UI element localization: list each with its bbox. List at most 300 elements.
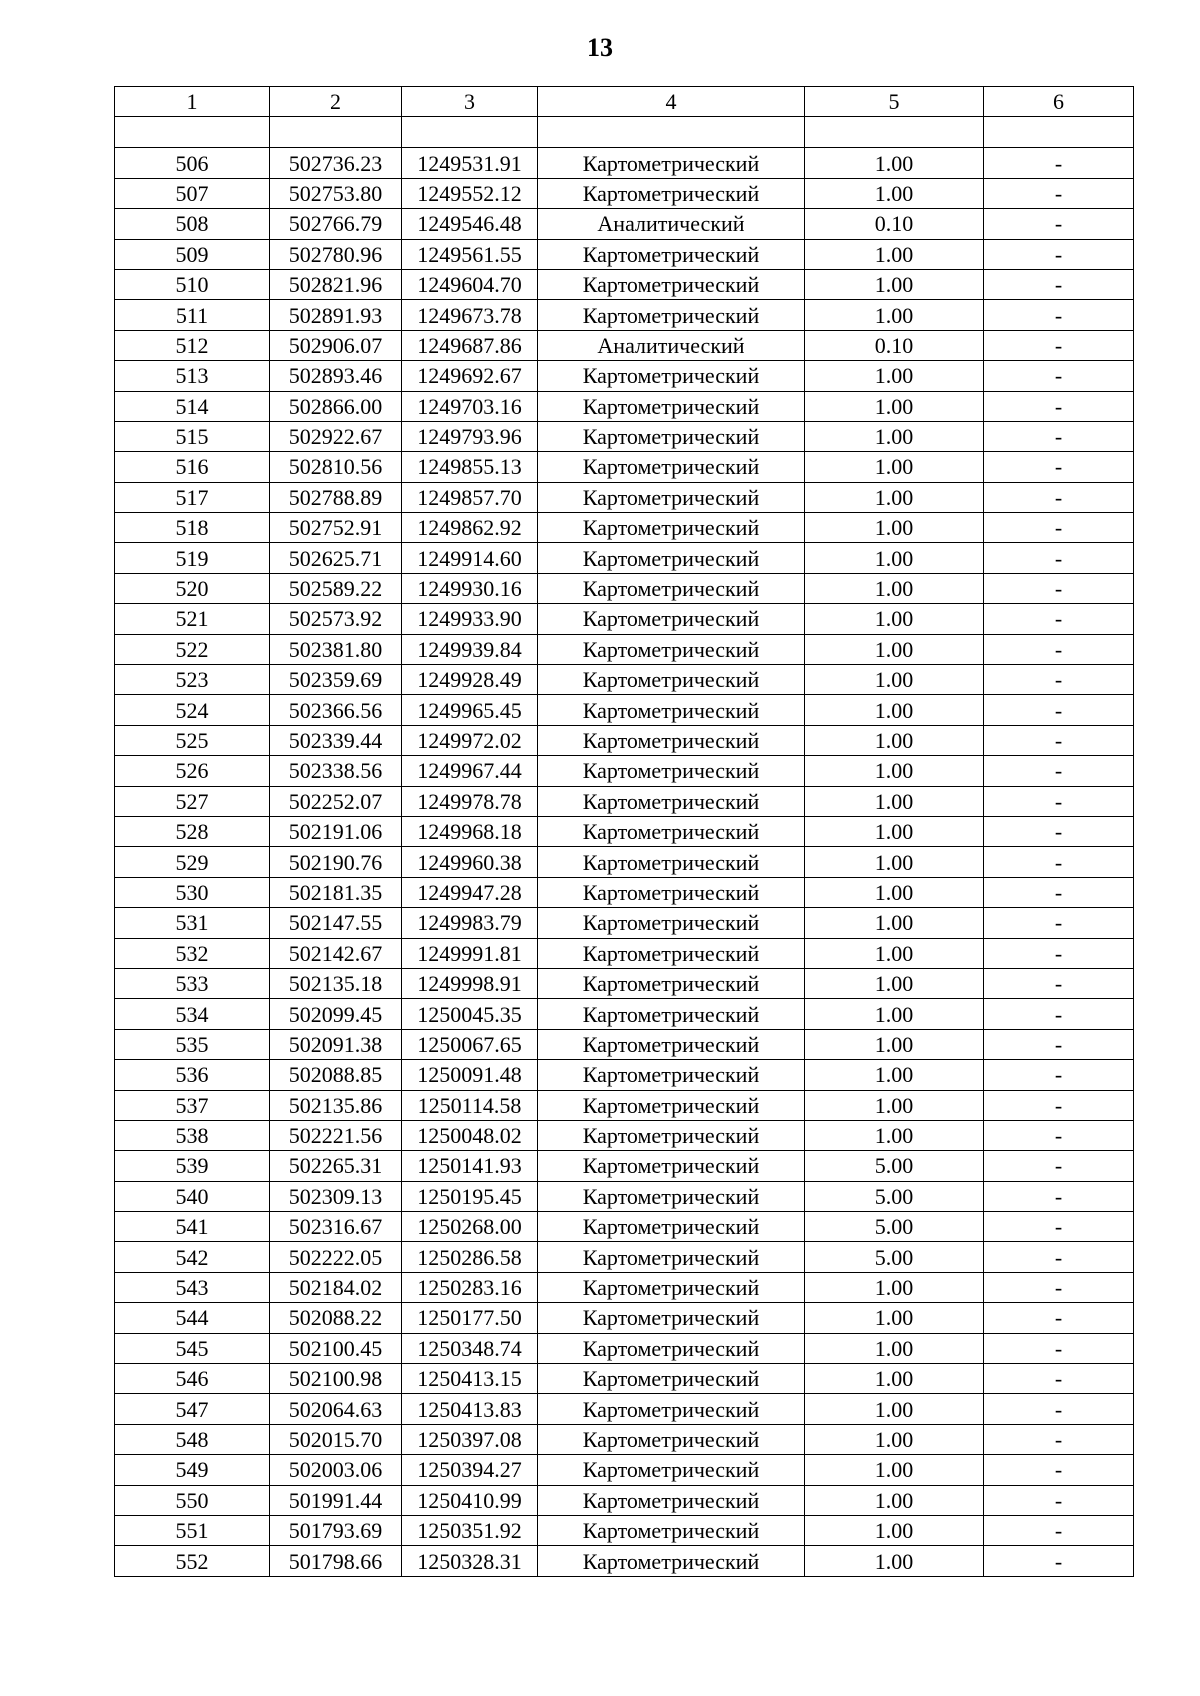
accuracy-cell: 1.00 xyxy=(805,634,984,664)
method-cell: Картометрический xyxy=(538,148,805,178)
y-coordinate-cell: 1249857.70 xyxy=(402,482,538,512)
table-row xyxy=(115,1303,1134,1333)
y-coordinate-cell: 1250283.16 xyxy=(402,1272,538,1302)
accuracy-cell: 1.00 xyxy=(805,1485,984,1515)
y-coordinate-cell: 1249960.38 xyxy=(402,847,538,877)
note-cell: - xyxy=(984,1060,1134,1090)
note-cell: - xyxy=(984,1242,1134,1272)
point-number-cell: 521 xyxy=(115,604,270,634)
y-coordinate-cell: 1249561.55 xyxy=(402,239,538,269)
table-row xyxy=(115,209,1134,239)
y-coordinate-cell: 1250091.48 xyxy=(402,1060,538,1090)
y-coordinate-cell: 1249928.49 xyxy=(402,665,538,695)
method-cell: Картометрический xyxy=(538,999,805,1029)
table-row xyxy=(115,1060,1134,1090)
table-row xyxy=(115,421,1134,451)
note-cell: - xyxy=(984,847,1134,877)
y-coordinate-cell: 1249546.48 xyxy=(402,209,538,239)
x-coordinate-cell: 502766.79 xyxy=(270,209,402,239)
accuracy-cell: 5.00 xyxy=(805,1242,984,1272)
accuracy-cell: 5.00 xyxy=(805,1151,984,1181)
x-coordinate-cell: 502338.56 xyxy=(270,756,402,786)
x-coordinate-cell: 502265.31 xyxy=(270,1151,402,1181)
method-cell: Картометрический xyxy=(538,452,805,482)
x-coordinate-cell: 502381.80 xyxy=(270,634,402,664)
table-row xyxy=(115,604,1134,634)
point-number-cell: 533 xyxy=(115,968,270,998)
table-row xyxy=(115,877,1134,907)
y-coordinate-cell: 1250195.45 xyxy=(402,1181,538,1211)
y-coordinate-cell: 1249968.18 xyxy=(402,816,538,846)
accuracy-cell: 1.00 xyxy=(805,847,984,877)
note-cell: - xyxy=(984,695,1134,725)
y-coordinate-cell: 1249965.45 xyxy=(402,695,538,725)
y-coordinate-cell: 1249703.16 xyxy=(402,391,538,421)
note-cell: - xyxy=(984,421,1134,451)
x-coordinate-cell: 502222.05 xyxy=(270,1242,402,1272)
method-cell: Картометрический xyxy=(538,1181,805,1211)
point-number-cell: 516 xyxy=(115,452,270,482)
method-cell: Картометрический xyxy=(538,1060,805,1090)
y-coordinate-cell: 1250177.50 xyxy=(402,1303,538,1333)
y-coordinate-cell: 1250141.93 xyxy=(402,1151,538,1181)
x-coordinate-cell: 502309.13 xyxy=(270,1181,402,1211)
page-number: 13 xyxy=(587,33,613,62)
method-cell: Картометрический xyxy=(538,847,805,877)
table-row xyxy=(115,1546,1134,1576)
y-coordinate-cell: 1249862.92 xyxy=(402,513,538,543)
x-coordinate-cell: 502821.96 xyxy=(270,269,402,299)
method-cell: Картометрический xyxy=(538,543,805,573)
point-number-cell: 537 xyxy=(115,1090,270,1120)
table-row xyxy=(115,1364,1134,1394)
x-coordinate-cell: 502091.38 xyxy=(270,1029,402,1059)
note-cell: - xyxy=(984,877,1134,907)
point-number-cell: 512 xyxy=(115,330,270,360)
x-coordinate-cell: 502003.06 xyxy=(270,1455,402,1485)
note-cell: - xyxy=(984,148,1134,178)
y-coordinate-cell: 1249604.70 xyxy=(402,269,538,299)
method-cell: Картометрический xyxy=(538,573,805,603)
accuracy-cell: 1.00 xyxy=(805,968,984,998)
x-coordinate-cell: 502088.85 xyxy=(270,1060,402,1090)
table-row xyxy=(115,391,1134,421)
blank-cell xyxy=(984,117,1134,148)
y-coordinate-cell: 1250268.00 xyxy=(402,1212,538,1242)
table-row xyxy=(115,847,1134,877)
method-cell: Картометрический xyxy=(538,756,805,786)
accuracy-cell: 1.00 xyxy=(805,1120,984,1150)
table-header xyxy=(115,87,1134,148)
method-cell: Картометрический xyxy=(538,1303,805,1333)
y-coordinate-cell: 1249914.60 xyxy=(402,543,538,573)
x-coordinate-cell: 502099.45 xyxy=(270,999,402,1029)
note-cell: - xyxy=(984,634,1134,664)
blank-cell xyxy=(538,117,805,148)
point-number-cell: 531 xyxy=(115,908,270,938)
note-cell: - xyxy=(984,786,1134,816)
note-cell: - xyxy=(984,361,1134,391)
point-number-cell: 549 xyxy=(115,1455,270,1485)
column-number-cell: 4 xyxy=(538,87,805,117)
y-coordinate-cell: 1250410.99 xyxy=(402,1485,538,1515)
accuracy-cell: 1.00 xyxy=(805,513,984,543)
table-row xyxy=(115,1090,1134,1120)
column-number-cell: 1 xyxy=(115,87,270,117)
x-coordinate-cell: 502866.00 xyxy=(270,391,402,421)
note-cell: - xyxy=(984,209,1134,239)
y-coordinate-cell: 1250114.58 xyxy=(402,1090,538,1120)
note-cell: - xyxy=(984,604,1134,634)
note-cell: - xyxy=(984,756,1134,786)
point-number-cell: 540 xyxy=(115,1181,270,1211)
note-cell: - xyxy=(984,513,1134,543)
y-coordinate-cell: 1250397.08 xyxy=(402,1424,538,1454)
accuracy-cell: 1.00 xyxy=(805,908,984,938)
point-number-cell: 518 xyxy=(115,513,270,543)
accuracy-cell: 1.00 xyxy=(805,1455,984,1485)
note-cell: - xyxy=(984,938,1134,968)
accuracy-cell: 1.00 xyxy=(805,877,984,907)
point-number-cell: 546 xyxy=(115,1364,270,1394)
method-cell: Картометрический xyxy=(538,695,805,725)
column-number-cell: 2 xyxy=(270,87,402,117)
method-cell: Картометрический xyxy=(538,725,805,755)
point-number-cell: 536 xyxy=(115,1060,270,1090)
accuracy-cell: 1.00 xyxy=(805,1515,984,1545)
table-row xyxy=(115,1181,1134,1211)
x-coordinate-cell: 501793.69 xyxy=(270,1515,402,1545)
table-row xyxy=(115,1515,1134,1545)
point-number-cell: 545 xyxy=(115,1333,270,1363)
point-number-cell: 534 xyxy=(115,999,270,1029)
accuracy-cell: 1.00 xyxy=(805,239,984,269)
note-cell: - xyxy=(984,665,1134,695)
note-cell: - xyxy=(984,543,1134,573)
point-number-cell: 541 xyxy=(115,1212,270,1242)
accuracy-cell: 1.00 xyxy=(805,1303,984,1333)
note-cell: - xyxy=(984,330,1134,360)
accuracy-cell: 1.00 xyxy=(805,1333,984,1363)
point-number-cell: 548 xyxy=(115,1424,270,1454)
note-cell: - xyxy=(984,1424,1134,1454)
x-coordinate-cell: 502221.56 xyxy=(270,1120,402,1150)
x-coordinate-cell: 502573.92 xyxy=(270,604,402,634)
method-cell: Картометрический xyxy=(538,938,805,968)
accuracy-cell: 1.00 xyxy=(805,482,984,512)
table-row xyxy=(115,1151,1134,1181)
table-row xyxy=(115,330,1134,360)
point-number-cell: 514 xyxy=(115,391,270,421)
method-cell: Картометрический xyxy=(538,1424,805,1454)
method-cell: Картометрический xyxy=(538,482,805,512)
note-cell: - xyxy=(984,1394,1134,1424)
accuracy-cell: 1.00 xyxy=(805,269,984,299)
blank-cell xyxy=(402,117,538,148)
y-coordinate-cell: 1249978.78 xyxy=(402,786,538,816)
point-number-cell: 526 xyxy=(115,756,270,786)
y-coordinate-cell: 1249933.90 xyxy=(402,604,538,634)
accuracy-cell: 1.00 xyxy=(805,1424,984,1454)
method-cell: Картометрический xyxy=(538,269,805,299)
note-cell: - xyxy=(984,999,1134,1029)
x-coordinate-cell: 502359.69 xyxy=(270,665,402,695)
accuracy-cell: 1.00 xyxy=(805,391,984,421)
x-coordinate-cell: 502589.22 xyxy=(270,573,402,603)
accuracy-cell: 1.00 xyxy=(805,421,984,451)
accuracy-cell: 0.10 xyxy=(805,330,984,360)
accuracy-cell: 1.00 xyxy=(805,452,984,482)
note-cell: - xyxy=(984,725,1134,755)
table-row xyxy=(115,1424,1134,1454)
x-coordinate-cell: 501798.66 xyxy=(270,1546,402,1576)
note-cell: - xyxy=(984,816,1134,846)
x-coordinate-cell: 502788.89 xyxy=(270,482,402,512)
method-cell: Картометрический xyxy=(538,786,805,816)
y-coordinate-cell: 1250067.65 xyxy=(402,1029,538,1059)
method-cell: Картометрический xyxy=(538,1333,805,1363)
table-row xyxy=(115,634,1134,664)
point-number-cell: 528 xyxy=(115,816,270,846)
point-number-cell: 551 xyxy=(115,1515,270,1545)
table-row xyxy=(115,725,1134,755)
method-cell: Картометрический xyxy=(538,1394,805,1424)
table-row xyxy=(115,361,1134,391)
note-cell: - xyxy=(984,1029,1134,1059)
table-row xyxy=(115,1394,1134,1424)
note-cell: - xyxy=(984,1151,1134,1181)
x-coordinate-cell: 502088.22 xyxy=(270,1303,402,1333)
point-number-cell: 517 xyxy=(115,482,270,512)
x-coordinate-cell: 502366.56 xyxy=(270,695,402,725)
note-cell: - xyxy=(984,300,1134,330)
table-row xyxy=(115,269,1134,299)
accuracy-cell: 1.00 xyxy=(805,573,984,603)
x-coordinate-cell: 502810.56 xyxy=(270,452,402,482)
point-number-cell: 539 xyxy=(115,1151,270,1181)
point-number-cell: 527 xyxy=(115,786,270,816)
note-cell: - xyxy=(984,1546,1134,1576)
x-coordinate-cell: 502191.06 xyxy=(270,816,402,846)
method-cell: Картометрический xyxy=(538,361,805,391)
method-cell: Картометрический xyxy=(538,877,805,907)
point-number-cell: 522 xyxy=(115,634,270,664)
method-cell: Аналитический xyxy=(538,330,805,360)
point-number-cell: 519 xyxy=(115,543,270,573)
method-cell: Картометрический xyxy=(538,665,805,695)
y-coordinate-cell: 1249531.91 xyxy=(402,148,538,178)
table-row xyxy=(115,178,1134,208)
table-row xyxy=(115,513,1134,543)
method-cell: Картометрический xyxy=(538,1029,805,1059)
y-coordinate-cell: 1250286.58 xyxy=(402,1242,538,1272)
accuracy-cell: 5.00 xyxy=(805,1181,984,1211)
table-row xyxy=(115,968,1134,998)
accuracy-cell: 1.00 xyxy=(805,786,984,816)
method-cell: Картометрический xyxy=(538,1151,805,1181)
x-coordinate-cell: 502780.96 xyxy=(270,239,402,269)
point-number-cell: 507 xyxy=(115,178,270,208)
column-number-cell: 6 xyxy=(984,87,1134,117)
accuracy-cell: 1.00 xyxy=(805,300,984,330)
method-cell: Картометрический xyxy=(538,1120,805,1150)
method-cell: Картометрический xyxy=(538,391,805,421)
method-cell: Картометрический xyxy=(538,239,805,269)
x-coordinate-cell: 502184.02 xyxy=(270,1272,402,1302)
blank-row xyxy=(115,117,1134,148)
table-row xyxy=(115,573,1134,603)
x-coordinate-cell: 502316.67 xyxy=(270,1212,402,1242)
column-number-cell: 3 xyxy=(402,87,538,117)
x-coordinate-cell: 502922.67 xyxy=(270,421,402,451)
y-coordinate-cell: 1249552.12 xyxy=(402,178,538,208)
table-row xyxy=(115,1272,1134,1302)
x-coordinate-cell: 501991.44 xyxy=(270,1485,402,1515)
point-number-cell: 535 xyxy=(115,1029,270,1059)
note-cell: - xyxy=(984,1333,1134,1363)
y-coordinate-cell: 1249967.44 xyxy=(402,756,538,786)
y-coordinate-cell: 1249983.79 xyxy=(402,908,538,938)
note-cell: - xyxy=(984,1485,1134,1515)
x-coordinate-cell: 502252.07 xyxy=(270,786,402,816)
note-cell: - xyxy=(984,391,1134,421)
note-cell: - xyxy=(984,1303,1134,1333)
note-cell: - xyxy=(984,1181,1134,1211)
accuracy-cell: 0.10 xyxy=(805,209,984,239)
accuracy-cell: 1.00 xyxy=(805,361,984,391)
table-row xyxy=(115,756,1134,786)
table-row xyxy=(115,665,1134,695)
accuracy-cell: 1.00 xyxy=(805,1272,984,1302)
y-coordinate-cell: 1250328.31 xyxy=(402,1546,538,1576)
method-cell: Картометрический xyxy=(538,178,805,208)
y-coordinate-cell: 1250351.92 xyxy=(402,1515,538,1545)
table-row xyxy=(115,543,1134,573)
table-row xyxy=(115,1333,1134,1363)
accuracy-cell: 1.00 xyxy=(805,1029,984,1059)
point-number-cell: 544 xyxy=(115,1303,270,1333)
method-cell: Картометрический xyxy=(538,634,805,664)
y-coordinate-cell: 1250413.83 xyxy=(402,1394,538,1424)
point-number-cell: 520 xyxy=(115,573,270,603)
method-cell: Картометрический xyxy=(538,1515,805,1545)
x-coordinate-cell: 502135.86 xyxy=(270,1090,402,1120)
accuracy-cell: 1.00 xyxy=(805,1364,984,1394)
table-row xyxy=(115,148,1134,178)
table-row xyxy=(115,1212,1134,1242)
method-cell: Картометрический xyxy=(538,1455,805,1485)
x-coordinate-cell: 502064.63 xyxy=(270,1394,402,1424)
note-cell: - xyxy=(984,178,1134,208)
table-row xyxy=(115,452,1134,482)
table-row xyxy=(115,1120,1134,1150)
method-cell: Картометрический xyxy=(538,1272,805,1302)
note-cell: - xyxy=(984,1090,1134,1120)
column-number-cell: 5 xyxy=(805,87,984,117)
method-cell: Картометрический xyxy=(538,1546,805,1576)
y-coordinate-cell: 1249947.28 xyxy=(402,877,538,907)
table-row xyxy=(115,786,1134,816)
note-cell: - xyxy=(984,269,1134,299)
y-coordinate-cell: 1249673.78 xyxy=(402,300,538,330)
x-coordinate-cell: 502752.91 xyxy=(270,513,402,543)
x-coordinate-cell: 502190.76 xyxy=(270,847,402,877)
method-cell: Картометрический xyxy=(538,421,805,451)
accuracy-cell: 1.00 xyxy=(805,725,984,755)
point-number-cell: 525 xyxy=(115,725,270,755)
note-cell: - xyxy=(984,968,1134,998)
note-cell: - xyxy=(984,1515,1134,1545)
table-row xyxy=(115,482,1134,512)
method-cell: Картометрический xyxy=(538,300,805,330)
y-coordinate-cell: 1249991.81 xyxy=(402,938,538,968)
method-cell: Картометрический xyxy=(538,908,805,938)
y-coordinate-cell: 1249972.02 xyxy=(402,725,538,755)
y-coordinate-cell: 1250394.27 xyxy=(402,1455,538,1485)
note-cell: - xyxy=(984,452,1134,482)
x-coordinate-cell: 502736.23 xyxy=(270,148,402,178)
point-number-cell: 509 xyxy=(115,239,270,269)
point-number-cell: 543 xyxy=(115,1272,270,1302)
x-coordinate-cell: 502891.93 xyxy=(270,300,402,330)
x-coordinate-cell: 502015.70 xyxy=(270,1424,402,1454)
table-row xyxy=(115,300,1134,330)
method-cell: Картометрический xyxy=(538,513,805,543)
accuracy-cell: 1.00 xyxy=(805,999,984,1029)
point-number-cell: 511 xyxy=(115,300,270,330)
point-number-cell: 513 xyxy=(115,361,270,391)
coordinates-table xyxy=(114,86,1134,1577)
method-cell: Картометрический xyxy=(538,604,805,634)
accuracy-cell: 1.00 xyxy=(805,543,984,573)
y-coordinate-cell: 1250048.02 xyxy=(402,1120,538,1150)
method-cell: Картометрический xyxy=(538,1242,805,1272)
point-number-cell: 524 xyxy=(115,695,270,725)
x-coordinate-cell: 502100.98 xyxy=(270,1364,402,1394)
y-coordinate-cell: 1250348.74 xyxy=(402,1333,538,1363)
method-cell: Картометрический xyxy=(538,816,805,846)
point-number-cell: 550 xyxy=(115,1485,270,1515)
point-number-cell: 547 xyxy=(115,1394,270,1424)
y-coordinate-cell: 1250045.35 xyxy=(402,999,538,1029)
note-cell: - xyxy=(984,908,1134,938)
blank-cell xyxy=(115,117,270,148)
y-coordinate-cell: 1249793.96 xyxy=(402,421,538,451)
point-number-cell: 532 xyxy=(115,938,270,968)
table-row xyxy=(115,908,1134,938)
note-cell: - xyxy=(984,239,1134,269)
accuracy-cell: 1.00 xyxy=(805,178,984,208)
method-cell: Картометрический xyxy=(538,1212,805,1242)
note-cell: - xyxy=(984,1455,1134,1485)
y-coordinate-cell: 1249692.67 xyxy=(402,361,538,391)
table-body xyxy=(115,148,1134,1576)
method-cell: Картометрический xyxy=(538,1090,805,1120)
point-number-cell: 529 xyxy=(115,847,270,877)
note-cell: - xyxy=(984,482,1134,512)
accuracy-cell: 1.00 xyxy=(805,816,984,846)
point-number-cell: 506 xyxy=(115,148,270,178)
y-coordinate-cell: 1250413.15 xyxy=(402,1364,538,1394)
accuracy-cell: 1.00 xyxy=(805,665,984,695)
table-row xyxy=(115,938,1134,968)
accuracy-cell: 1.00 xyxy=(805,756,984,786)
method-cell: Картометрический xyxy=(538,1364,805,1394)
table-row xyxy=(115,1029,1134,1059)
note-cell: - xyxy=(984,573,1134,603)
x-coordinate-cell: 502625.71 xyxy=(270,543,402,573)
point-number-cell: 538 xyxy=(115,1120,270,1150)
